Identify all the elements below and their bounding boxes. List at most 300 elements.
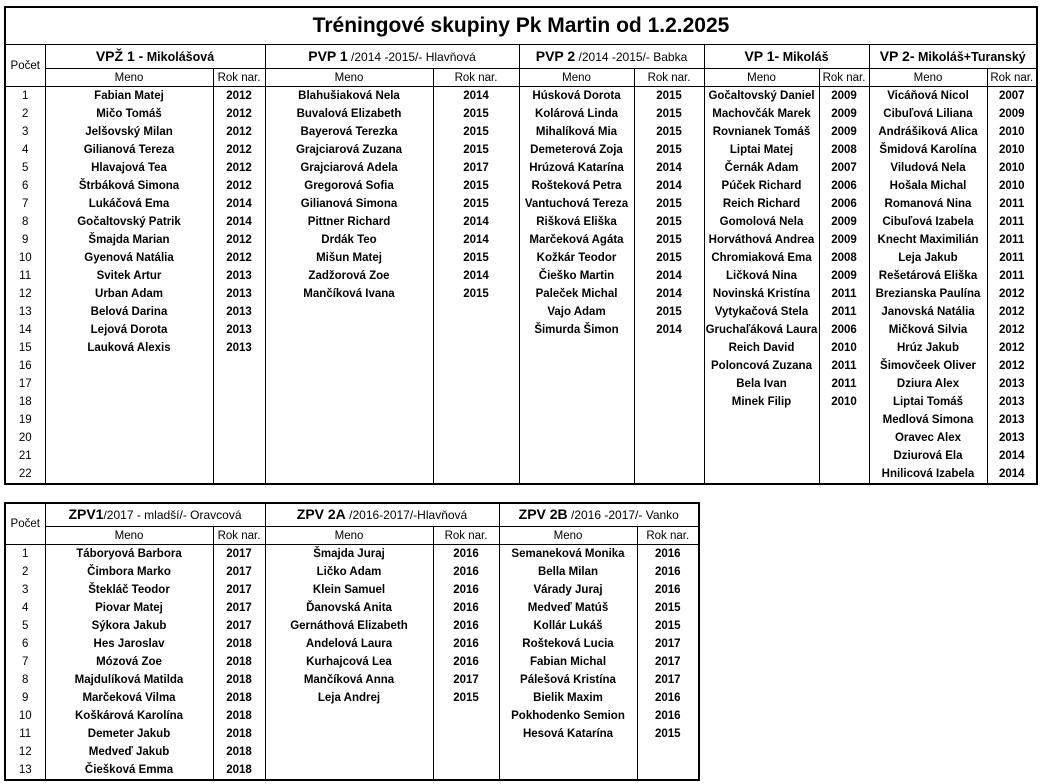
row-number: 19: [5, 411, 45, 429]
table-row: [5, 249, 1037, 267]
group-years-coach: /2016 -2017/- Vanko: [567, 508, 679, 522]
meno-header: Meno: [45, 527, 213, 545]
member-birth-year: [433, 725, 499, 743]
meno-header: Meno: [869, 69, 987, 87]
member-name: [265, 357, 433, 375]
row-number: 1: [5, 545, 45, 564]
row-number: 4: [5, 599, 45, 617]
group-name: ZPV 2A: [296, 506, 346, 522]
row-number: 12: [5, 285, 45, 303]
row-number: 14: [5, 321, 45, 339]
member-birth-year: [634, 339, 704, 357]
member-birth-year: 2016: [433, 653, 499, 671]
member-birth-year: 2012: [213, 87, 265, 106]
group-coach: Mikoláš+Turanský: [914, 49, 1026, 64]
table-row: [5, 339, 1037, 357]
table-row: [5, 465, 1037, 484]
group-years-coach: /2014 -2015/- Hlavňová: [347, 49, 476, 64]
member-name: Hnilicová Izabela: [869, 465, 987, 484]
row-number: 7: [5, 653, 45, 671]
member-name: Šmajda Marian: [45, 231, 213, 249]
meno-header: Meno: [45, 69, 213, 87]
top-group-title: [265, 45, 519, 69]
member-birth-year: 2010: [987, 177, 1037, 195]
member-name: Čieško Martin: [519, 267, 634, 285]
group-name: VP 1-: [744, 47, 780, 64]
member-birth-year: 2011: [987, 195, 1037, 213]
meno-header: Meno: [704, 69, 819, 87]
member-birth-year: 2016: [637, 707, 699, 725]
member-birth-year: [634, 411, 704, 429]
bottom-group-header-row: [5, 503, 699, 527]
top-group-title: [519, 45, 704, 69]
member-name: [45, 447, 213, 465]
youth-groups-table: [4, 502, 700, 781]
member-birth-year: 2012: [213, 123, 265, 141]
row-number: 10: [5, 249, 45, 267]
member-name: [519, 375, 634, 393]
table-row: [5, 141, 1037, 159]
member-birth-year: [213, 447, 265, 465]
member-birth-year: [433, 375, 519, 393]
member-birth-year: 2011: [987, 213, 1037, 231]
member-birth-year: 2011: [987, 231, 1037, 249]
row-number: 6: [5, 177, 45, 195]
member-name: Reich David: [704, 339, 819, 357]
member-name: Čimbora Marko: [45, 563, 213, 581]
member-name: Minek Filip: [704, 393, 819, 411]
member-name: Ličková Nina: [704, 267, 819, 285]
member-name: Marčeková Agáta: [519, 231, 634, 249]
member-name: [499, 761, 637, 780]
member-birth-year: 2015: [433, 689, 499, 707]
member-name: [704, 411, 819, 429]
member-name: Demeterová Zoja: [519, 141, 634, 159]
member-birth-year: 2013: [213, 303, 265, 321]
member-birth-year: 2015: [634, 303, 704, 321]
member-name: Hošala Michal: [869, 177, 987, 195]
member-birth-year: 2009: [819, 123, 869, 141]
row-number: 17: [5, 375, 45, 393]
member-name: Piovar Matej: [45, 599, 213, 617]
member-name: Grajciarová Zuzana: [265, 141, 433, 159]
member-name: Urban Adam: [45, 285, 213, 303]
row-number: 10: [5, 707, 45, 725]
member-name: Cibuľová Izabela: [869, 213, 987, 231]
member-birth-year: 2015: [637, 617, 699, 635]
member-name: Cibuľová Liliana: [869, 105, 987, 123]
rok-header: Rok nar.: [987, 69, 1037, 87]
member-birth-year: 2014: [433, 213, 519, 231]
group-name: ZPV 2B: [518, 506, 568, 522]
row-number: 5: [5, 617, 45, 635]
member-birth-year: 2013: [213, 321, 265, 339]
member-birth-year: 2018: [213, 743, 265, 761]
member-birth-year: 2008: [819, 141, 869, 159]
member-name: Jelšovský Milan: [45, 123, 213, 141]
member-name: [519, 339, 634, 357]
table-row: [5, 411, 1037, 429]
member-name: Vicáňová Nicol: [869, 87, 987, 106]
member-birth-year: 2017: [213, 617, 265, 635]
table-row: [5, 285, 1037, 303]
member-name: Šimurda Šimon: [519, 321, 634, 339]
member-name: [265, 761, 433, 780]
group-name: ZPV1: [68, 506, 104, 522]
member-name: Gočaltovský Daniel: [704, 87, 819, 106]
member-birth-year: 2014: [433, 231, 519, 249]
member-name: Marčeková Vilma: [45, 689, 213, 707]
member-birth-year: [433, 339, 519, 357]
rok-header: Rok nar.: [637, 527, 699, 545]
table-row: [5, 653, 699, 671]
member-birth-year: [213, 411, 265, 429]
member-birth-year: 2013: [987, 375, 1037, 393]
member-birth-year: 2009: [819, 231, 869, 249]
row-number: 2: [5, 563, 45, 581]
member-name: Bela Ivan: [704, 375, 819, 393]
member-name: Dziura Alex: [869, 375, 987, 393]
member-name: Medlová Simona: [869, 411, 987, 429]
member-birth-year: 2015: [634, 87, 704, 106]
member-birth-year: 2011: [819, 303, 869, 321]
meno-header: Meno: [519, 69, 634, 87]
member-birth-year: 2016: [433, 635, 499, 653]
member-name: Belová Darina: [45, 303, 213, 321]
row-number: 13: [5, 761, 45, 780]
table-row: [5, 159, 1037, 177]
group-coach: Mikolášová: [143, 49, 215, 64]
row-number: 3: [5, 581, 45, 599]
training-groups-table: [4, 6, 1038, 485]
member-birth-year: 2007: [819, 159, 869, 177]
member-name: [519, 393, 634, 411]
table-row: [5, 177, 1037, 195]
member-birth-year: 2015: [433, 141, 519, 159]
rok-header: Rok nar.: [634, 69, 704, 87]
member-birth-year: 2017: [213, 599, 265, 617]
table-row: [5, 213, 1037, 231]
table-row: [5, 87, 1037, 106]
member-birth-year: 2017: [637, 635, 699, 653]
member-birth-year: 2015: [637, 599, 699, 617]
table-row: [5, 599, 699, 617]
table-row: [5, 563, 699, 581]
table-row: [5, 429, 1037, 447]
member-name: Mišun Matej: [265, 249, 433, 267]
member-birth-year: 2013: [987, 393, 1037, 411]
member-name: [45, 411, 213, 429]
member-name: [45, 357, 213, 375]
member-name: Vytykačová Stela: [704, 303, 819, 321]
rok-header: Rok nar.: [213, 527, 265, 545]
member-name: Sýkora Jakub: [45, 617, 213, 635]
member-birth-year: 2017: [637, 653, 699, 671]
member-name: [265, 339, 433, 357]
member-name: Gyenová Natália: [45, 249, 213, 267]
member-name: Dziurová Ela: [869, 447, 987, 465]
member-name: [519, 447, 634, 465]
member-name: Buvalová Elizabeth: [265, 105, 433, 123]
member-birth-year: [634, 429, 704, 447]
member-name: Horváthová Andrea: [704, 231, 819, 249]
member-name: Mančíková Anna: [265, 671, 433, 689]
meno-header: Meno: [265, 527, 433, 545]
group-years-coach: /2017 - mladší/- Oravcová: [103, 508, 242, 522]
table-row: [5, 689, 699, 707]
member-name: Rišková Eliška: [519, 213, 634, 231]
member-name: Ličko Adam: [265, 563, 433, 581]
member-birth-year: 2015: [634, 141, 704, 159]
row-number: 8: [5, 671, 45, 689]
member-name: Andelová Laura: [265, 635, 433, 653]
member-birth-year: 2014: [213, 195, 265, 213]
member-birth-year: 2011: [819, 375, 869, 393]
group-name: VPŽ 1 -: [95, 47, 144, 64]
member-name: Gočaltovský Patrik: [45, 213, 213, 231]
member-name: Paleček Michal: [519, 285, 634, 303]
meno-header: Meno: [265, 69, 433, 87]
member-birth-year: 2018: [213, 671, 265, 689]
member-name: Demeter Jakub: [45, 725, 213, 743]
table-row: [5, 447, 1037, 465]
row-number: 4: [5, 141, 45, 159]
member-name: Mančíková Ivana: [265, 285, 433, 303]
member-birth-year: 2016: [433, 545, 499, 564]
member-birth-year: 2009: [819, 105, 869, 123]
member-name: Ďanovská Anita: [265, 599, 433, 617]
member-birth-year: 2018: [213, 707, 265, 725]
member-birth-year: 2014: [634, 159, 704, 177]
member-name: Janovská Natália: [869, 303, 987, 321]
member-birth-year: 2017: [213, 563, 265, 581]
member-name: Gilianová Tereza: [45, 141, 213, 159]
member-name: Mózová Zoe: [45, 653, 213, 671]
member-birth-year: 2015: [634, 105, 704, 123]
rok-header: Rok nar.: [433, 527, 499, 545]
member-name: Oravec Alex: [869, 429, 987, 447]
member-birth-year: 2012: [213, 249, 265, 267]
row-number: 16: [5, 357, 45, 375]
member-birth-year: [433, 429, 519, 447]
member-birth-year: 2009: [819, 213, 869, 231]
member-name: Drdák Teo: [265, 231, 433, 249]
member-name: Medveď Matúš: [499, 599, 637, 617]
member-birth-year: [433, 411, 519, 429]
group-name: PVP 2: [535, 47, 576, 64]
member-birth-year: 2015: [634, 123, 704, 141]
member-name: Romanová Nina: [869, 195, 987, 213]
member-birth-year: 2012: [987, 321, 1037, 339]
member-birth-year: [433, 465, 519, 484]
table-row: [5, 545, 699, 564]
member-name: Zadžorová Zoe: [265, 267, 433, 285]
member-birth-year: [819, 447, 869, 465]
row-number: 8: [5, 213, 45, 231]
table-row: [5, 617, 699, 635]
pocet-header: Počet: [5, 45, 45, 87]
member-name: Várady Juraj: [499, 581, 637, 599]
member-name: Reich Richard: [704, 195, 819, 213]
member-name: Hrúz Jakub: [869, 339, 987, 357]
row-number: 13: [5, 303, 45, 321]
member-birth-year: 2014: [634, 285, 704, 303]
member-name: Rovnianek Tomáš: [704, 123, 819, 141]
member-birth-year: 2012: [987, 339, 1037, 357]
member-birth-year: [634, 357, 704, 375]
bottom-group-title: [45, 503, 265, 527]
member-name: Andrášiková Alica: [869, 123, 987, 141]
member-name: Liptai Matej: [704, 141, 819, 159]
member-name: Bayerová Terezka: [265, 123, 433, 141]
member-birth-year: 2007: [987, 87, 1037, 106]
member-birth-year: [819, 429, 869, 447]
member-birth-year: 2018: [213, 689, 265, 707]
table-row: [5, 671, 699, 689]
member-birth-year: 2012: [213, 141, 265, 159]
member-name: Chromiaková Ema: [704, 249, 819, 267]
member-birth-year: 2016: [433, 617, 499, 635]
bottom-group-title: [499, 503, 699, 527]
member-name: [265, 707, 433, 725]
member-birth-year: 2013: [987, 429, 1037, 447]
member-name: [45, 375, 213, 393]
member-name: [704, 465, 819, 484]
member-name: Čiešková Emma: [45, 761, 213, 780]
member-birth-year: 2016: [637, 545, 699, 564]
member-name: Hrúzová Katarína: [519, 159, 634, 177]
member-name: Černák Adam: [704, 159, 819, 177]
member-name: [265, 375, 433, 393]
member-name: Hesová Katarína: [499, 725, 637, 743]
member-birth-year: 2017: [637, 671, 699, 689]
member-name: Gruchaľáková Laura: [704, 321, 819, 339]
member-birth-year: [433, 321, 519, 339]
table-row: [5, 231, 1037, 249]
member-birth-year: 2016: [637, 581, 699, 599]
member-name: [519, 357, 634, 375]
member-birth-year: [634, 465, 704, 484]
member-name: [704, 447, 819, 465]
member-name: Bella Milan: [499, 563, 637, 581]
top-group-title: [45, 45, 265, 69]
rok-header: Rok nar.: [433, 69, 519, 87]
member-birth-year: [634, 393, 704, 411]
row-number: 6: [5, 635, 45, 653]
member-birth-year: 2014: [987, 465, 1037, 484]
member-name: [499, 743, 637, 761]
table-row: [5, 743, 699, 761]
member-birth-year: 2006: [819, 321, 869, 339]
member-birth-year: 2016: [433, 563, 499, 581]
member-name: Mičo Tomáš: [45, 105, 213, 123]
member-birth-year: 2011: [987, 249, 1037, 267]
member-name: Lejová Dorota: [45, 321, 213, 339]
member-name: Kurhajcová Lea: [265, 653, 433, 671]
member-name: Šmidová Karolína: [869, 141, 987, 159]
member-name: Poloncová Zuzana: [704, 357, 819, 375]
member-name: Grajciarová Adela: [265, 159, 433, 177]
member-birth-year: 2008: [819, 249, 869, 267]
member-birth-year: 2016: [637, 563, 699, 581]
member-name: Blahušiaková Nela: [265, 87, 433, 106]
member-birth-year: 2010: [819, 393, 869, 411]
top-column-header-row: [5, 69, 1037, 87]
member-name: [265, 429, 433, 447]
group-name: PVP 1: [308, 47, 348, 64]
member-name: Gregorová Sofia: [265, 177, 433, 195]
table-row: [5, 123, 1037, 141]
member-birth-year: 2006: [819, 195, 869, 213]
member-birth-year: [637, 743, 699, 761]
table-row: [5, 393, 1037, 411]
member-name: Šmajda Juraj: [265, 545, 433, 564]
member-birth-year: [213, 465, 265, 484]
row-number: 11: [5, 725, 45, 743]
table-row: [5, 195, 1037, 213]
member-birth-year: [213, 429, 265, 447]
row-number: 9: [5, 231, 45, 249]
member-birth-year: [637, 761, 699, 780]
member-name: [45, 465, 213, 484]
bottom-group-title: [265, 503, 499, 527]
member-birth-year: [634, 375, 704, 393]
member-name: Hlavajová Tea: [45, 159, 213, 177]
member-birth-year: 2016: [433, 581, 499, 599]
member-name: Lauková Alexis: [45, 339, 213, 357]
group-years-coach: /2014 -2015/- Babka: [575, 49, 688, 64]
member-name: Táboryová Barbora: [45, 545, 213, 564]
member-birth-year: 2009: [819, 87, 869, 106]
member-birth-year: 2011: [819, 357, 869, 375]
table-row: [5, 375, 1037, 393]
top-group-title: [704, 45, 869, 69]
member-birth-year: 2012: [987, 285, 1037, 303]
row-number: 15: [5, 339, 45, 357]
member-name: Lukáčová Ema: [45, 195, 213, 213]
member-birth-year: 2017: [213, 545, 265, 564]
member-name: Pittner Richard: [265, 213, 433, 231]
row-number: 21: [5, 447, 45, 465]
pocet-header: Počet: [5, 503, 45, 545]
row-number: 9: [5, 689, 45, 707]
member-birth-year: 2015: [433, 195, 519, 213]
member-name: Kolárová Linda: [519, 105, 634, 123]
member-name: [265, 303, 433, 321]
member-name: Pálešová Kristína: [499, 671, 637, 689]
member-name: Gernáthová Elizabeth: [265, 617, 433, 635]
member-birth-year: [819, 411, 869, 429]
member-name: Rešetárová Eliška: [869, 267, 987, 285]
table-row: [5, 707, 699, 725]
member-birth-year: 2006: [819, 177, 869, 195]
member-birth-year: 2015: [634, 195, 704, 213]
member-birth-year: 2014: [634, 177, 704, 195]
member-birth-year: [433, 707, 499, 725]
member-birth-year: 2013: [213, 285, 265, 303]
table-row: [5, 105, 1037, 123]
meno-header: Meno: [499, 527, 637, 545]
member-birth-year: 2014: [634, 321, 704, 339]
member-birth-year: 2012: [987, 357, 1037, 375]
row-number: 12: [5, 743, 45, 761]
member-name: Machovčák Marek: [704, 105, 819, 123]
row-number: 22: [5, 465, 45, 484]
member-name: Štekláč Teodor: [45, 581, 213, 599]
member-name: Viludová Nela: [869, 159, 987, 177]
group-years-coach: /2016-2017/-Hlavňová: [345, 508, 468, 522]
member-name: Leja Jakub: [869, 249, 987, 267]
